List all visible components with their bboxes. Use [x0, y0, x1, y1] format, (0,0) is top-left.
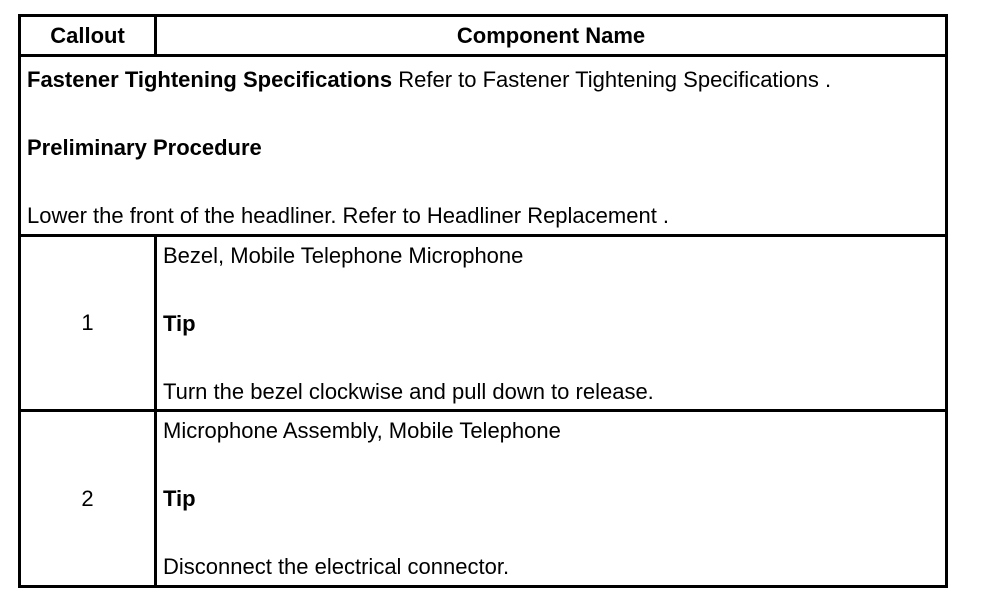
table-row — [21, 412, 945, 585]
table-header-row — [21, 17, 945, 57]
fastener-spec-line — [27, 67, 831, 93]
component-table — [18, 14, 948, 588]
preliminary-procedure-heading: Preliminary Procedure — [27, 135, 262, 160]
callout-number: 2 — [21, 412, 157, 585]
procedure-intro-row — [21, 57, 945, 237]
fastener-spec-reference: Refer to Fastener Tightening Specifications . — [392, 67, 832, 92]
component-name-column-header: Component Name — [456, 22, 646, 48]
fastener-spec-label: Fastener Tightening Specifications — [27, 67, 393, 92]
tip-text: Turn the bezel clockwise and pull down to release. — [163, 379, 654, 404]
component-name: Bezel, Mobile Telephone Microphone — [163, 243, 524, 268]
tip-label: Tip — [163, 486, 196, 511]
table-row — [21, 237, 945, 412]
tip-text: Disconnect the electrical connector. — [163, 554, 510, 579]
preliminary-procedure-text: Lower the front of the headliner. Refer to Headliner Replacement . — [27, 203, 670, 228]
callout-number: 1 — [21, 237, 157, 409]
tip-label: Tip — [163, 311, 196, 336]
component-name: Microphone Assembly, Mobile Telephone — [163, 418, 561, 443]
callout-column-header: Callout — [21, 17, 157, 54]
